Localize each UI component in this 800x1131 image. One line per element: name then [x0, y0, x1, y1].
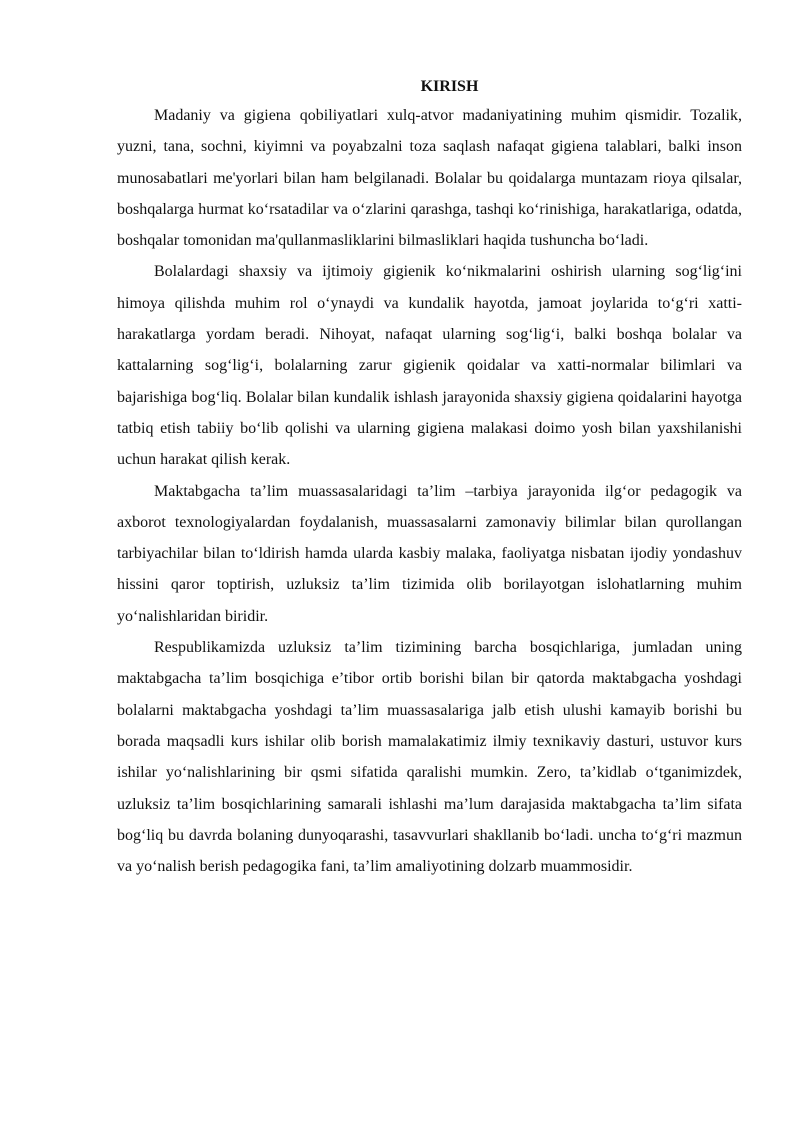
document-body: [117, 74, 742, 882]
paragraph-2: Bolalardagi shaxsiy va ijtimoiy gigienik koʻnikmalarini oshirish ularning sogʻligʻini himoya qilishda muhim rol oʻynaydi va kundalik hayotda, jamoat joylarida toʻgʻri xatti-harakatlarga yordam beradi. Nihoyat, nafaqat ularning sogʻligʻi, balki boshqa bolalar va kattalarning sogʻligʻi, bolalarning zarur gigienik qoidalar va xatti-normalar bilimlari va bajarishiga bogʻliq. Bolalar bilan kundalik ishlash jarayonida shaxsiy gigiena qoidalarini hayotga tatbiq etish tabiiy boʻlib qolishi va ularning gigiena malakasi doimo yosh bilan yaxshilanishi uchun harakat qilish kerak.: [117, 263, 742, 469]
paragraph-3: Maktabgacha ta’lim muassasalaridagi ta’lim –tarbiya jarayonida ilgʻor pedagogik va axborot texnologiyalardan foydalanish, muassasalarni zamonaviy bilimlar bilan qurollangan tarbiyachilar bilan toʻldirish hamda ularda kasbiy malaka, faoliyatga nisbatan ijodiy yondashuv hissini qaror toptirish, uzluksiz ta’lim tizimida olib borilayotgan islohatlarning muhim yoʻnalishlaridan biridir.: [117, 482, 742, 625]
paragraph-1: Madaniy va gigiena qobiliyatlari xulq-atvor madaniyatining muhim qismidir. Tozalik, yuzni, tana, sochni, kiyimni va poyabzalni toza saqlash nafaqat gigiena talablari, balki inson munosabatlari me'yorlari bilan ham belgilanadi. Bolalar bu qoidalarga muntazam rioya qilsalar, boshqalarga hurmat koʻrsatadilar va oʻzlarini qarashga, tashqi koʻrinishiga, harakatlariga, odatda, boshqalar tomonidan ma'qullanmasliklarini bilmasliklari haqida tushuncha boʻladi.: [117, 107, 742, 250]
paragraph-4: Respublikamizda uzluksiz ta’lim tizimining barcha bosqichlariga, jumladan uning maktabgacha ta’lim bosqichiga e’tibor ortib borishi bilan bir qatorda maktabgacha yoshdagi bolalarni maktabgacha yoshdagi ta’lim muassasalariga jalb etish ulushi kamayib borishi bu borada maqsadli kurs ishilar olib borish mamalakatimiz ilmiy texnikaviy dasturi, ustuvor kurs ishilar yoʻnalishlarining bir qsmi sifatida qaralishi mumkin. Zero, ta’kidlab oʻtganimizdek, uzluksiz ta’lim bosqichlarining samarali ishlashi ma’lum darajasida maktabgacha ta’lim sifata bogʻliq bu davrda bolaning dunyoqarashi, tasavvurlari shakllanib boʻladi. uncha toʻgʻri mazmun va yoʻnalish berish pedagogika fani, ta’lim amaliyotining dolzarb muammosidir.: [117, 639, 742, 876]
document-title: KIRISH: [420, 78, 479, 95]
